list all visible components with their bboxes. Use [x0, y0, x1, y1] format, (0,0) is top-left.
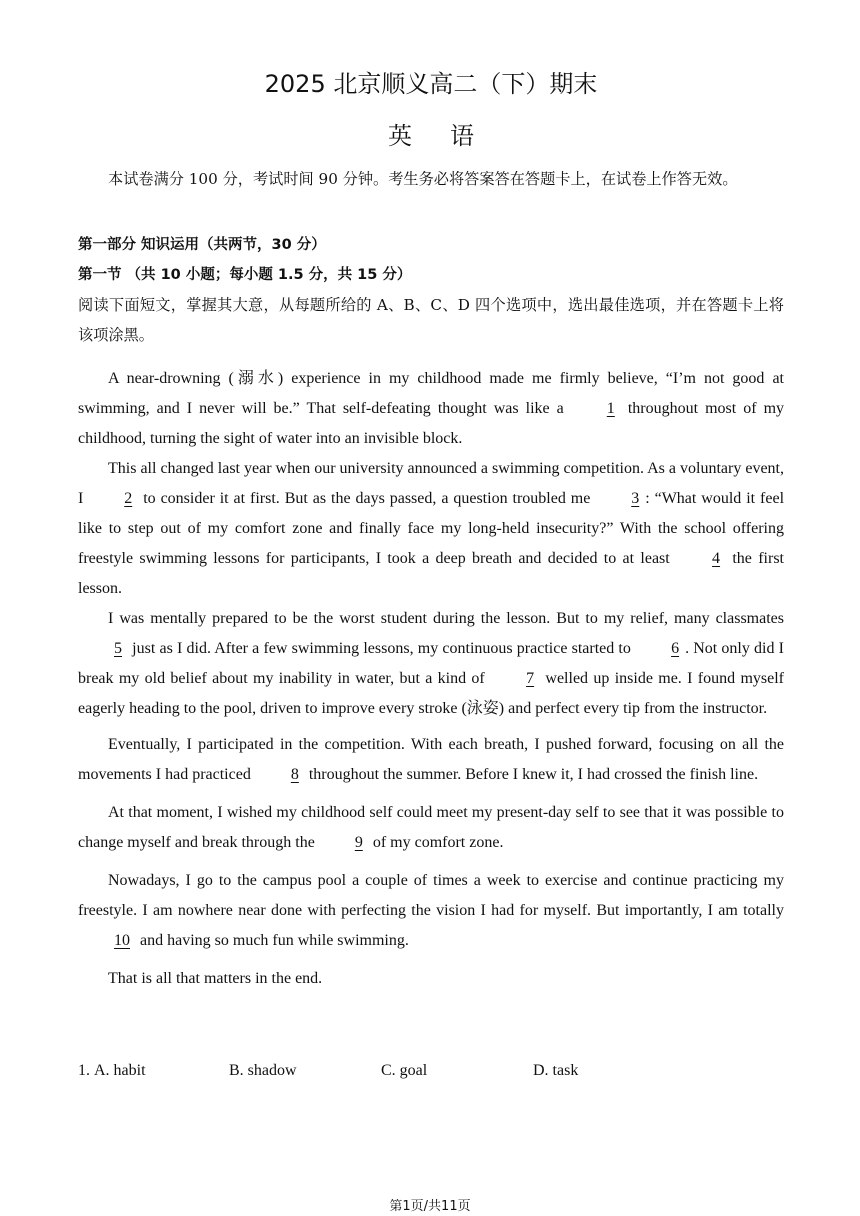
passage-text: A near-drowning (溺水) experience in my childhood made me firmly believe, “I’m not good at swimming, and I never will be.” That self-defeating thought was like a — [78, 370, 784, 417]
passage-text: I was mentally prepared to be the worst student during the lesson. But to my relief, many classmates — [108, 610, 784, 627]
blank-2: 2 — [124, 490, 133, 507]
passage-text: welled up inside me. I found myself eagerly heading to the pool, driven to improve every stroke (泳姿) and perfect every tip from the instructor. — [78, 670, 784, 717]
passage-text: Nowadays, I go to the campus pool a couple of times a week to exercise and continue practicing my freestyle. I am nowhere near done with perfecting the vision I had for myself. But importantly, I am totally — [78, 872, 784, 919]
option-c[interactable]: C. goal — [381, 1062, 428, 1079]
question-1-options — [78, 1062, 784, 1092]
blank-9: 9 — [354, 834, 363, 851]
passage-paragraph-6 — [78, 866, 784, 956]
passage-text: to consider it at first. But as the days passed, a question troubled me — [138, 490, 596, 507]
passage-text: throughout most of my childhood, turning the sight of water into an invisible block. — [78, 400, 785, 447]
section1-heading: 第一节 （共 10 小题；每小题 1.5 分，共 15 分） — [78, 267, 412, 283]
passage-text: At that moment, I wished my childhood self could meet my present-day self to see that it was possible to change myself and break through the — [78, 804, 784, 851]
passage-text: of my comfort zone. — [368, 834, 504, 851]
exam-title: 2025 北京顺义高二（下）期末 — [264, 70, 598, 98]
passage-text: throughout the summer. Before I knew it, I had crossed the finish line. — [304, 766, 759, 783]
intro-block — [78, 164, 784, 194]
passage-text: Eventually, I participated in the competition. With each breath, I pushed forward, focusing on all the movements I had practiced — [78, 736, 784, 783]
blank-3: 3 — [631, 490, 640, 507]
blank-1: 1 — [606, 400, 615, 417]
headings-block — [78, 230, 784, 350]
passage-paragraph-1 — [78, 364, 784, 454]
passage-paragraph-4 — [78, 730, 784, 790]
passage-text: and having so much fun while swimming. — [136, 932, 409, 949]
passage-text: This all changed last year when our university announced a swimming competition. As a voluntary event, I — [78, 460, 784, 507]
passage-text: just as I did. After a few swimming lessons, my continuous practice started to — [128, 640, 636, 657]
page-number: 第1页/共11页 — [389, 1199, 471, 1214]
blank-8: 8 — [290, 766, 299, 783]
blank-10: 10 — [114, 932, 130, 949]
passage-text: . Not only did I break my old belief about my inability in water, but a kind of — [78, 640, 785, 687]
option-d[interactable]: D. task — [533, 1062, 579, 1079]
passage-paragraph-3 — [78, 604, 784, 724]
passage — [78, 364, 784, 994]
part1-heading: 第一部分 知识运用（共两节，30 分） — [78, 237, 326, 253]
question-number: 1. — [78, 1062, 90, 1079]
passage-paragraph-2 — [78, 454, 784, 604]
passage-paragraph-7: That is all that matters in the end. — [108, 970, 323, 987]
blank-5: 5 — [114, 640, 122, 657]
blank-4: 4 — [712, 550, 721, 567]
option-a[interactable]: A. habit — [94, 1062, 146, 1079]
option-b[interactable]: B. shadow — [229, 1062, 297, 1079]
intro-text: 本试卷满分 100 分，考试时间 90 分钟。考生务必将答案答在答题卡上，在试卷上作答无效。 — [108, 170, 738, 188]
instructions-text: 阅读下面短文，掌握其大意，从每题所给的 A、B、C、D 四个选项中，选出最佳选项，并在答题卡上将该项涂黑。 — [78, 296, 784, 344]
passage-text: the first lesson. — [78, 550, 784, 597]
passage-paragraph-5 — [78, 798, 784, 858]
blank-6: 6 — [671, 640, 680, 657]
subject-title: 英语 — [388, 122, 512, 150]
blank-7: 7 — [526, 670, 535, 687]
passage-text: : “What would it feel like to step out of my comfort zone and finally face my long-held insecurity?” With the school offering freestyle swimming lessons for participants, I took a deep breath and decided to at least — [78, 490, 785, 567]
